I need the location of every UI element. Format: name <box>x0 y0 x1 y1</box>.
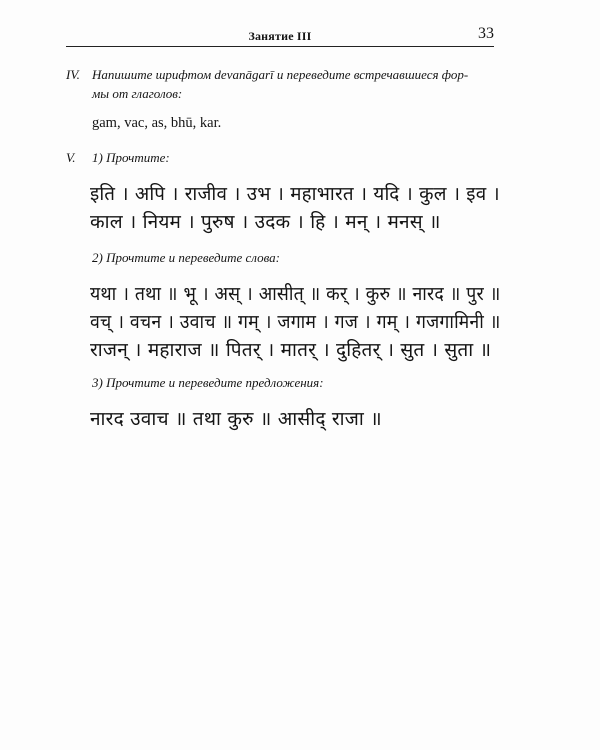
task2-line-1: यथा । तथा ॥ भू । अस् । आसीत् ॥ कर् । कुरु ॥ नारद ॥ पुर ॥ <box>90 283 501 305</box>
section-iv-verbs: gam, vac, as, bhū, kar. <box>92 115 222 131</box>
task1-line-2: काल । नियम । पुरुष । उदक । हि । मन् । मनस् ॥ <box>90 211 441 233</box>
header-rule <box>66 46 494 47</box>
section-iv-instruction-line1: Напишите шрифтом devanāgarī и переведите встречавшиеся фор- <box>92 67 469 82</box>
chapter-title: Занятие III <box>248 29 312 43</box>
page-number: 33 <box>478 25 494 42</box>
task1-line-1: इति । अपि । राजीव । उभ । महाभारत । यदि । कुल । इव । <box>90 183 500 205</box>
task3-label: 3) Прочтите и переведите предложения: <box>92 375 324 390</box>
section-iv-marker: IV. <box>66 67 80 82</box>
task2-line-2: वच् । वचन । उवाच ॥ गम् । जगाम । गज । गम् । गजगामिनी ॥ <box>90 311 501 333</box>
section-iv-instruction-line2: мы от глаголов: <box>92 86 183 101</box>
task2-label: 2) Прочтите и переведите слова: <box>92 250 280 265</box>
running-header <box>66 26 494 46</box>
task3-line-1: नारद उवाच ॥ तथा कुरु ॥ आसीद् राजा ॥ <box>90 408 382 430</box>
task1-label: 1) Прочтите: <box>92 150 170 165</box>
section-v-marker: V. <box>66 150 76 165</box>
task2-line-3: राजन् । महाराज ॥ पितर् । मातर् । दुहितर् । सुत । सुता ॥ <box>90 339 492 361</box>
